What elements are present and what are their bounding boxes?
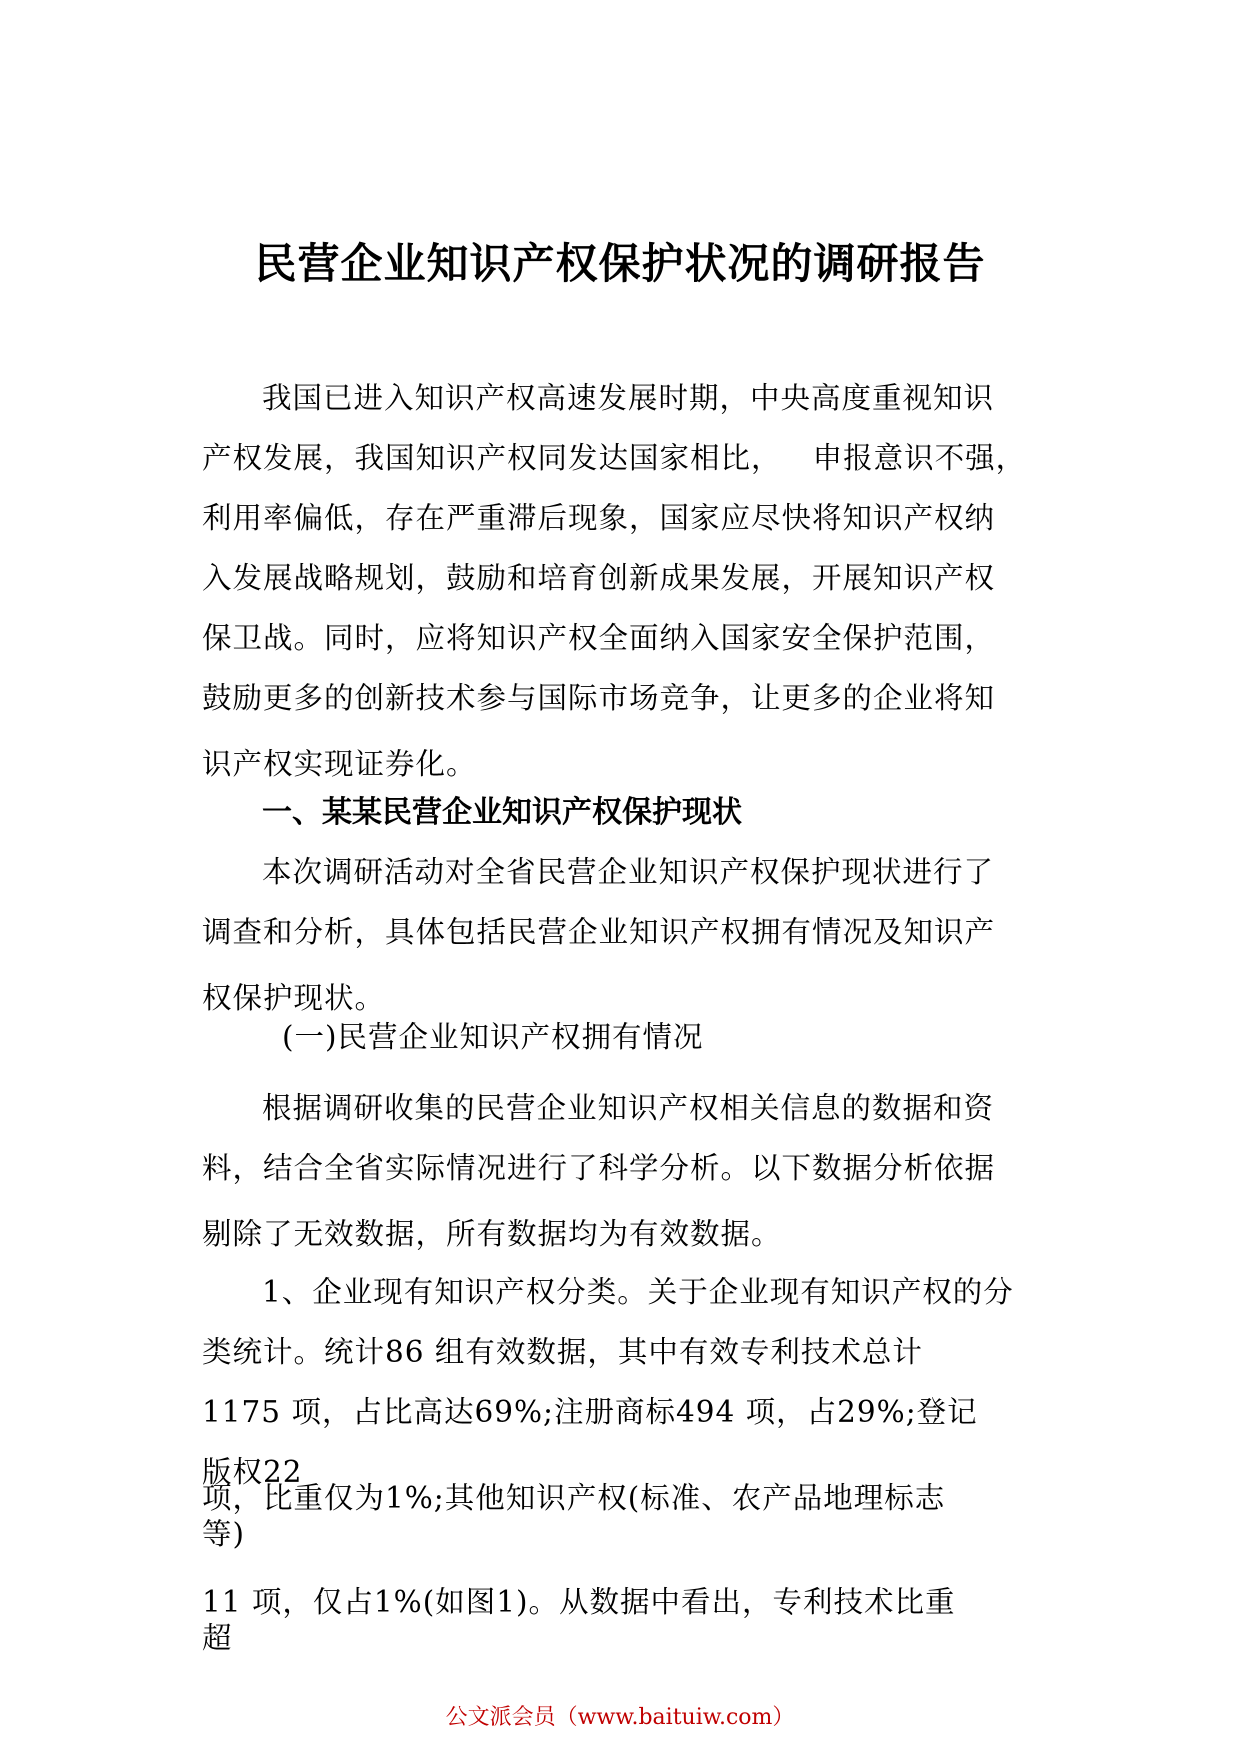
paragraph-line: 项，比重仅为1%;其他知识产权(标准、农产品地理标志 — [202, 1481, 946, 1515]
paragraph-line: 保卫战。同时，应将知识产权全面纳入国家安全保护范围， — [202, 621, 996, 655]
subsection-heading: (一)民营企业知识产权拥有情况 — [282, 1020, 704, 1054]
paragraph-analysis — [202, 1078, 1072, 1264]
paragraph-line: 识产权实现证券化。 — [202, 747, 477, 781]
paragraph-line: 料，结合全省实际情况进行了科学分析。以下数据分析依据 — [202, 1151, 996, 1185]
paragraph-line: 入发展战略规划，鼓励和培育创新成果发展，开展知识产权 — [202, 561, 996, 595]
paragraph-patent — [202, 1582, 1072, 1654]
footer-watermark: 公文派会员（www.baituiw.com） — [445, 1705, 795, 1730]
paragraph-line: 超 — [202, 1621, 233, 1655]
paragraph-line: 权保护现状。 — [202, 981, 386, 1015]
page-title: 民营企业知识产权保护状况的调研报告 — [254, 239, 986, 288]
paragraph-line: 1、企业现有知识产权分类。关于企业现有知识产权的分 — [262, 1275, 1014, 1309]
paragraph-classification — [202, 1262, 1072, 1502]
paragraph-line: 调查和分析，具体包括民营企业知识产权拥有情况及知识产 — [202, 915, 996, 949]
paragraph-line: 类统计。统计86 组有效数据，其中有效专利技术总计 — [202, 1335, 923, 1369]
paragraph-line: 剔除了无效数据，所有数据均为有效数据。 — [202, 1217, 782, 1251]
paragraph-line: 版权22 — [202, 1455, 303, 1489]
paragraph-line: 11 项，仅占1%(如图1)。从数据中看出，专利技术比重 — [202, 1585, 956, 1619]
paragraph-intro — [202, 368, 1072, 794]
paragraph-line: 我国已进入知识产权高速发展时期，中央高度重视知识 — [262, 381, 995, 415]
paragraph-line: 鼓励更多的创新技术参与国际市场竞争，让更多的企业将知 — [202, 681, 996, 715]
paragraph-line: 产权发展，我国知识产权同发达国家相比， 申报意识不强， — [202, 441, 1027, 475]
paragraph-line: 1175 项，占比高达69%;注册商标494 项，占29%;登记 — [202, 1395, 978, 1429]
section-heading: 一、某某民营企业知识产权保护现状 — [262, 795, 742, 830]
paragraph-line: 等) — [202, 1517, 246, 1551]
paragraph-copyright — [202, 1478, 1072, 1550]
paragraph-line: 根据调研收集的民营企业知识产权相关信息的数据和资 — [262, 1091, 995, 1125]
paragraph-line: 利用率偏低，存在严重滞后现象，国家应尽快将知识产权纳 — [202, 501, 996, 535]
paragraph-survey — [202, 842, 1072, 1028]
paragraph-line: 本次调研活动对全省民营企业知识产权保护现状进行了 — [262, 855, 995, 889]
